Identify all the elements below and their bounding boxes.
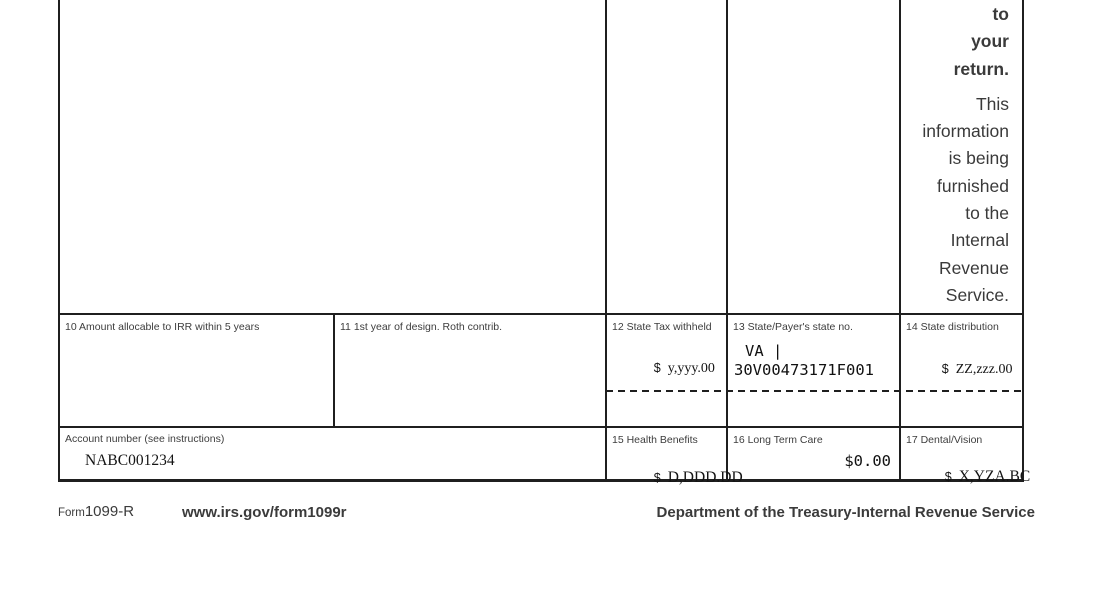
box12-label: 12 State Tax withheld (612, 321, 712, 333)
box14-value (924, 342, 1012, 396)
instruction-line: This (975, 93, 1009, 114)
irs-instruction-text (899, 0, 1022, 309)
box15-amount: D,DDD.DD (667, 469, 743, 486)
instruction-line: to (992, 4, 1009, 24)
department-credit: Department of the Treasury-Internal Revenue Service (656, 504, 1035, 521)
border-line-bottom (58, 479, 1024, 482)
box16-value: $0.00 (844, 452, 891, 470)
dollar-sign: $ (941, 362, 949, 376)
border-line-col-12 (605, 0, 607, 481)
dollar-sign: $ (944, 470, 952, 484)
form-identifier (58, 503, 134, 520)
instruction-line: Service. (945, 284, 1009, 305)
box12-value (636, 341, 715, 395)
form-word: Form (58, 507, 85, 519)
irs-url: www.irs.gov/form1099r (182, 504, 347, 521)
box13-label: 13 State/Payer's state no. (733, 321, 853, 333)
instruction-line: your (971, 31, 1009, 52)
instruction-line: Revenue (938, 257, 1009, 278)
instruction-line: information (922, 121, 1009, 142)
instruction-line: is being (948, 148, 1009, 169)
box12-amount: y,yyy.00 (667, 361, 715, 376)
border-line-account-top (58, 426, 1024, 428)
box14-label: 14 State distribution (906, 321, 999, 333)
border-line-col-13 (726, 0, 728, 481)
instruction-line: return. (953, 58, 1009, 79)
box16-label: 16 Long Term Care (733, 434, 823, 446)
box13-payer-number: 30V00473171F001 (734, 361, 874, 379)
instruction-line: Internal (950, 230, 1009, 251)
dollar-sign: $ (653, 471, 661, 485)
box17-value (927, 450, 1030, 504)
instruction-line: to the (965, 203, 1009, 224)
dollar-sign: $ (653, 361, 661, 375)
box15-value (636, 451, 743, 505)
box14-amount: ZZ,zzz.00 (955, 362, 1013, 377)
instruction-line: furnished (937, 175, 1009, 196)
border-line-box10-11 (333, 313, 335, 426)
box17-label: 17 Dental/Vision (906, 434, 983, 446)
account-number-value: NABC001234 (85, 452, 175, 469)
border-line-left (58, 0, 60, 481)
border-line-row10-top (58, 313, 1024, 315)
account-number-label: Account number (see instructions) (65, 433, 225, 445)
form-number: 1099-R (84, 503, 135, 520)
border-line-right (1022, 0, 1024, 481)
box13-state-code: VA | (745, 342, 783, 360)
box15-label: 15 Health Benefits (612, 434, 698, 446)
box11-label: 11 1st year of design. Roth contrib. (340, 321, 503, 333)
box17-amount: X,YZA.BC (958, 468, 1031, 485)
box10-label: 10 Amount allocable to IRR within 5 years (65, 321, 260, 333)
